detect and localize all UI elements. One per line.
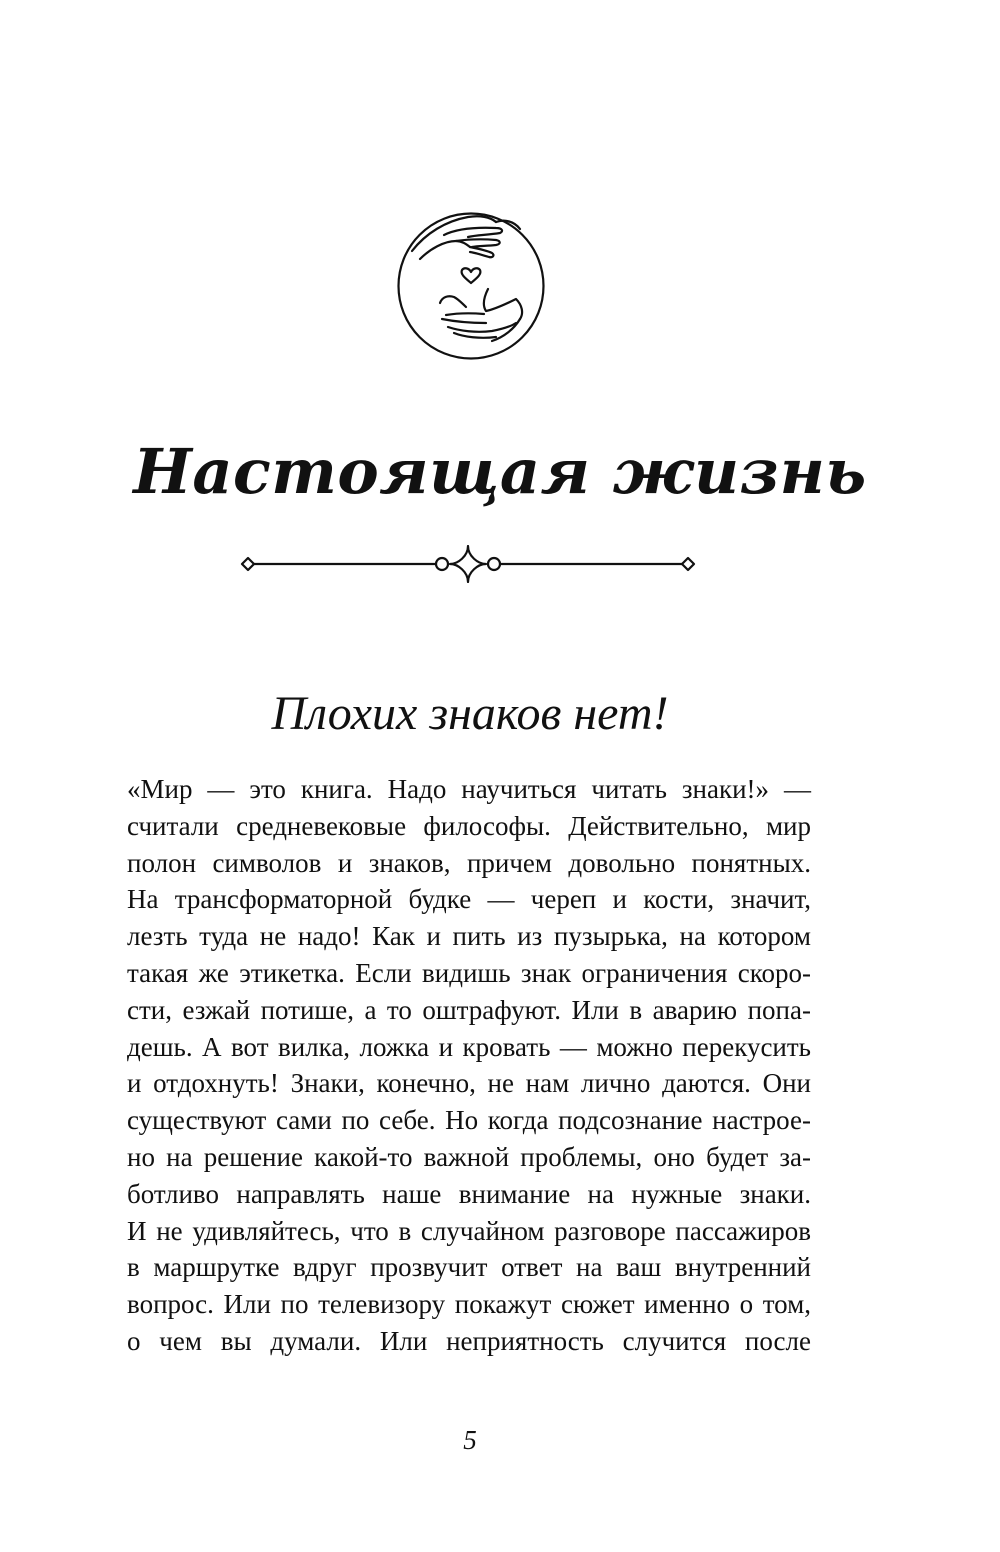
page-number: 5 (463, 1425, 477, 1455)
text-line: такая же этикетка. Если видишь знак ограничения скоро- (127, 957, 811, 988)
text-line: и отдохнуть! Знаки, конечно, не нам лично даются. Они (127, 1068, 811, 1099)
text-line: о чем вы думали. Или неприятность случится после (127, 1325, 811, 1356)
text-line: существуют сами по себе. Но когда подсознание настрое- (127, 1105, 811, 1136)
text-line: считали средневековые философы. Действительно, мир (127, 810, 811, 841)
text-line: но на решение какой-то важной проблемы, оно будет за- (127, 1141, 811, 1172)
hands-heart-icon (396, 211, 546, 361)
text-line: в маршрутке вдруг прозвучит ответ на ваш внутренний (127, 1252, 811, 1283)
ornament-divider-icon (238, 545, 698, 583)
body-text (127, 771, 811, 1360)
text-line: полон символов и знаков, причем довольно понятных. (127, 847, 811, 878)
text-line: сти, езжай потише, а то оштрафуют. Или в аварию попа- (127, 994, 811, 1025)
text-line: вопрос. Или по телевизору покажут сюжет именно о том, (127, 1289, 811, 1320)
text-line: И не удивляйтесь, что в случайном разговоре пассажиров (127, 1215, 811, 1246)
text-line: дешь. А вот вилка, ложка и кровать — можно перекусить (127, 1031, 811, 1062)
text-line: «Мир — это книга. Надо научиться читать знаки!» — (127, 774, 811, 804)
section-title: Плохих знаков нет! (271, 687, 669, 740)
text-line: лезть туда не надо! Как и пить из пузырька, на котором (127, 921, 811, 952)
chapter-title: Настоящая жизнь (133, 435, 867, 508)
text-line: ботливо направлять наше внимание на нужные знаки. (127, 1178, 811, 1209)
text-line: На трансформаторной будке — череп и кости, значит, (127, 884, 811, 915)
